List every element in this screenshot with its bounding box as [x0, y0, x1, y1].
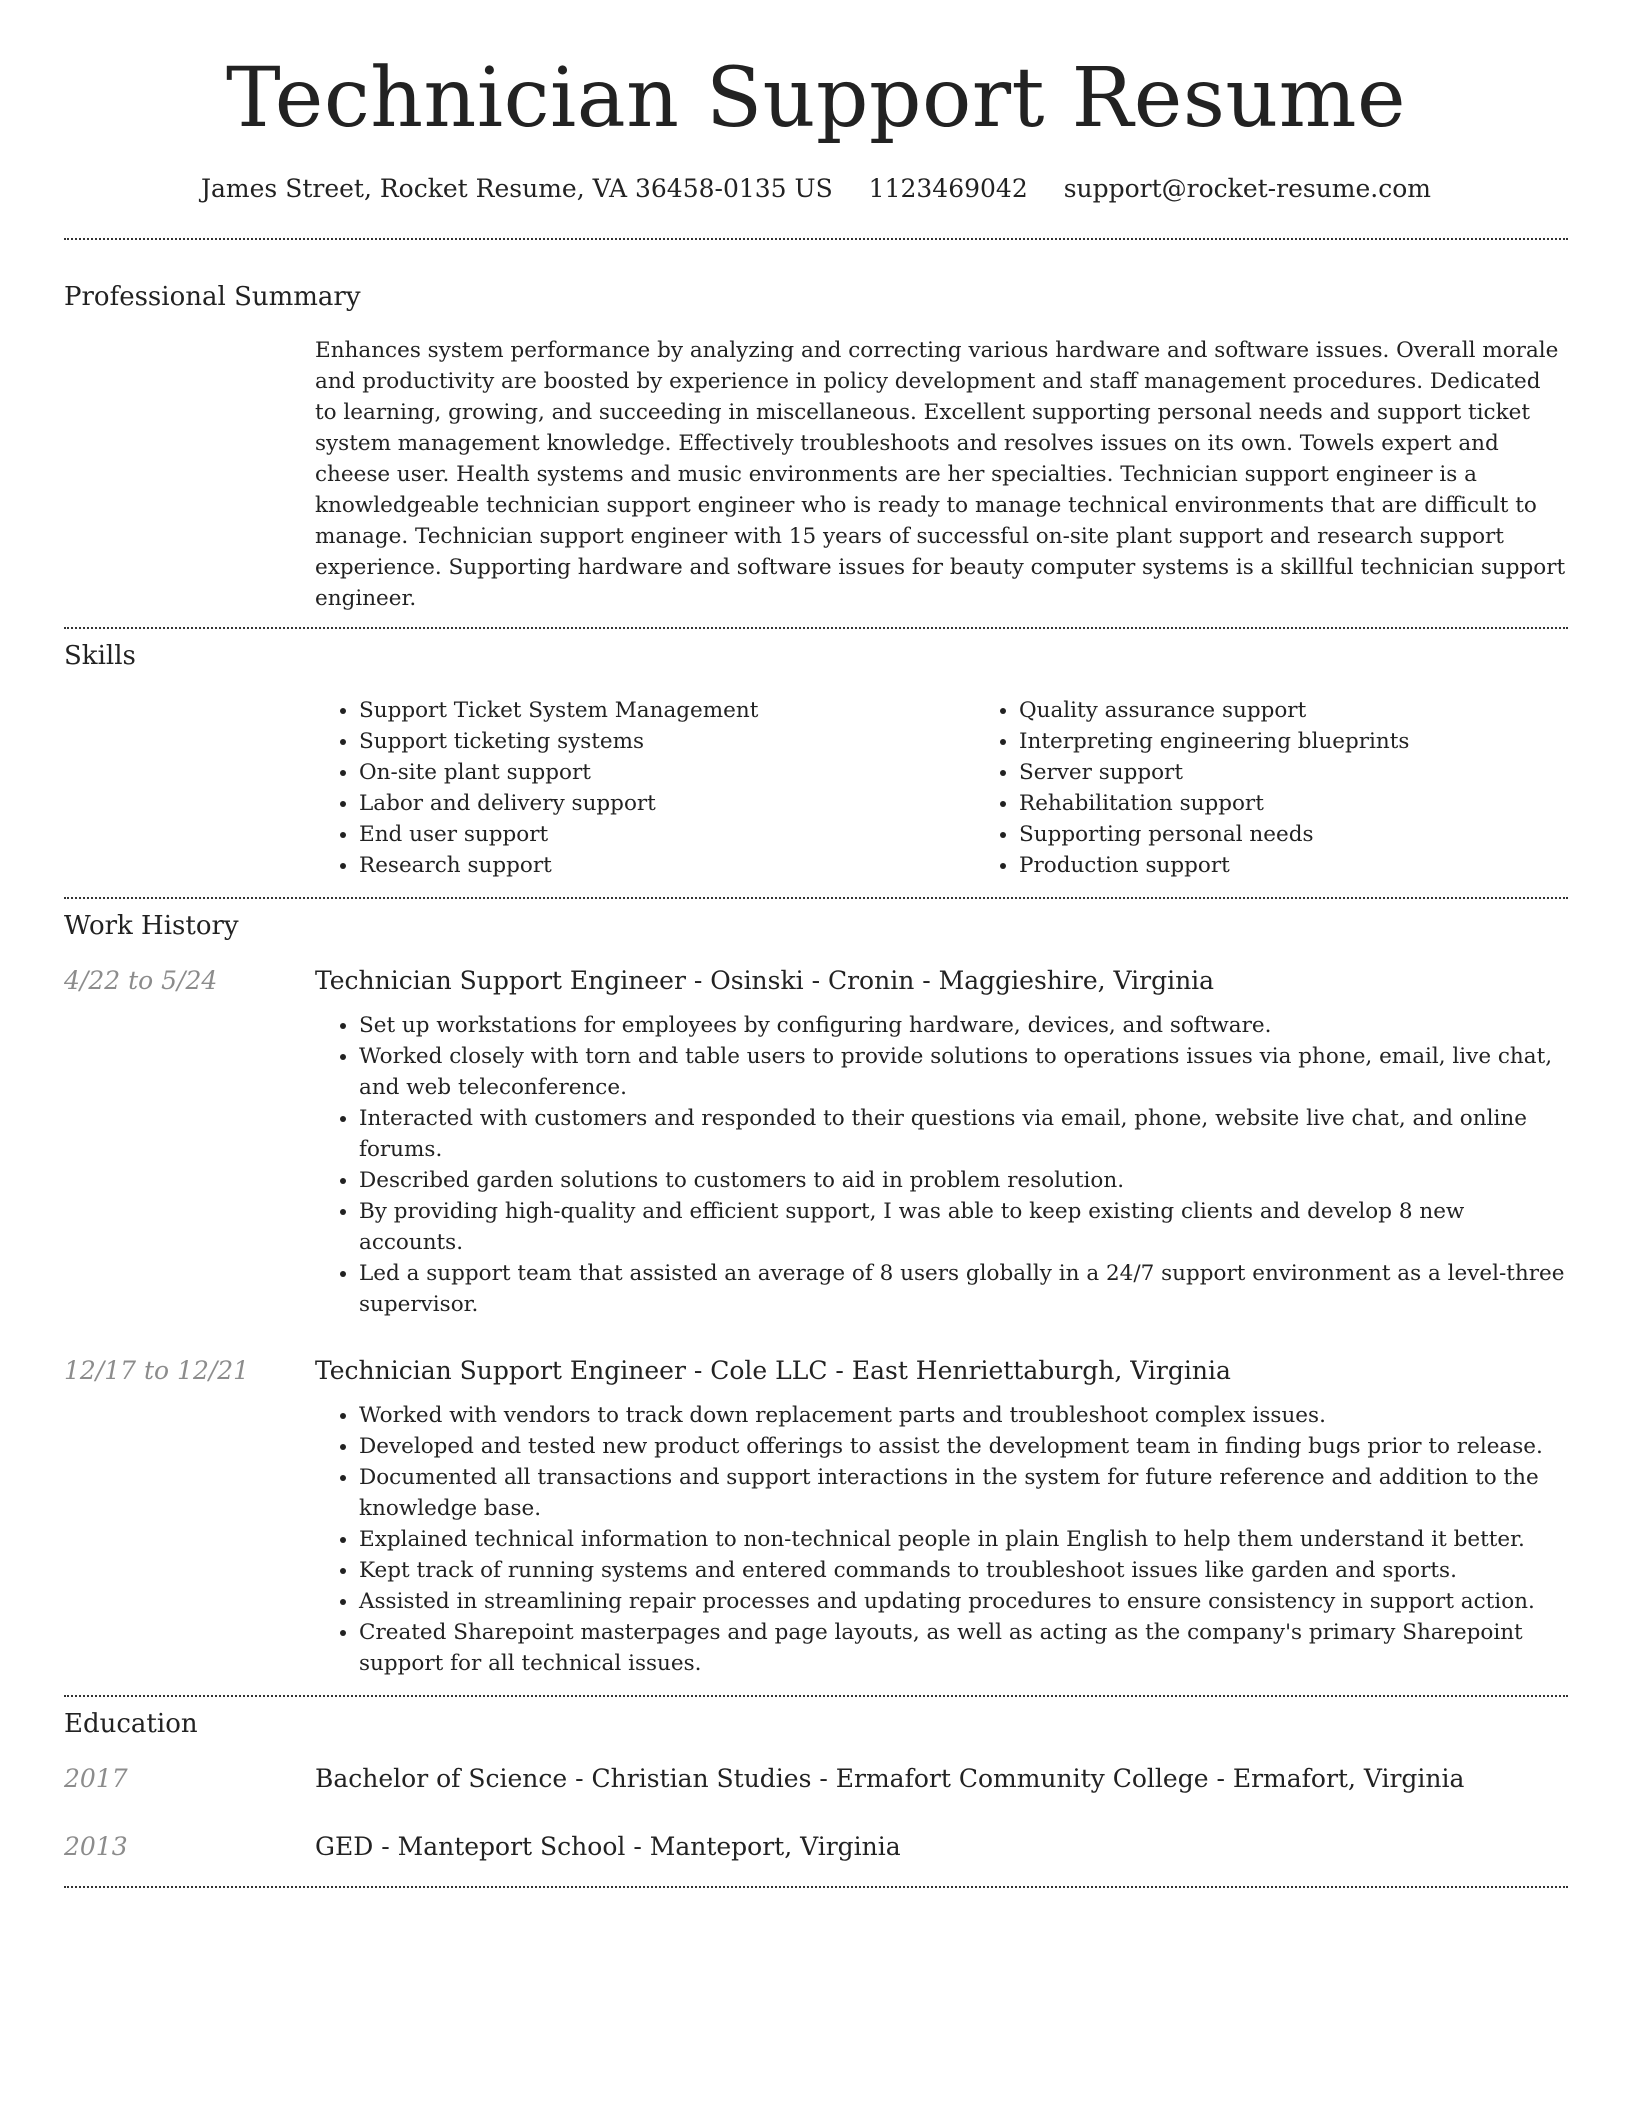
skill-item: • Interpreting engineering blueprints — [1019, 726, 1632, 757]
job-dates: 12/17 to 12/21 — [64, 1355, 250, 1385]
job-bullet: • Created Sharepoint masterpages and page layouts, as well as acting as the company's primary Sharepoint support for all technical issues. — [359, 1617, 1568, 1679]
job-bullet: • By providing high-quality and efficient support, I was able to keep existing clients and develop 8 new accounts. — [359, 1196, 1568, 1258]
skill-item: • Support ticketing systems — [359, 726, 975, 757]
job-bullet: • Led a support team that assisted an average of 8 users globally in a 24/7 support environment as a level-three supervisor. — [359, 1258, 1568, 1320]
job-bullet: • Described garden solutions to customers to aid in problem resolution. — [359, 1165, 1568, 1196]
skill-item: • Support Ticket System Management — [359, 695, 975, 726]
job-title: Technician Support Engineer - Osinski - Cronin - Maggieshire, Virginia — [315, 965, 1215, 995]
education-text: GED - Manteport School - Manteport, Virginia — [315, 1832, 901, 1862]
job-bullet: • Assisted in streamlining repair processes and updating procedures to ensure consistency in support action. — [359, 1586, 1568, 1617]
contact-address: James Street, Rocket Resume, VA 36458-0135 US — [201, 174, 833, 204]
resume-header — [64, 0, 1568, 204]
job-bullets — [315, 1400, 1568, 1679]
education-entry — [64, 1832, 1568, 1862]
job-bullet: • Worked with vendors to track down replacement parts and troubleshoot complex issues. — [359, 1400, 1568, 1431]
divider — [64, 1695, 1568, 1697]
work-section — [64, 911, 1568, 1679]
skills-list-left — [315, 695, 975, 881]
job-title: Technician Support Engineer - Cole LLC - East Henriettaburgh, Virginia — [315, 1355, 1231, 1385]
education-year: 2013 — [64, 1832, 128, 1862]
job-entry — [64, 966, 1568, 1320]
summary-text: Enhances system performance by analyzing and correcting various hardware and software issues. Overall morale and productivity are boosted by experience in policy development and staff management procedures. Dedicated to learning, growing, and succeeding in miscellaneous. Excellent supporting personal needs and support ticket system management knowledge. Effectively troubleshoots and resolves issues on its own. Towels expert and cheese user. Health systems and music environments are her specialties. Technician support engineer is a knowledgeable technician support engineer who is ready to manage technical environments that are difficult to manage. Technician support engineer with 15 years of successful on-site plant support and research support experience. Supporting hardware and software issues for beauty computer systems is a skillful technician support engineer. — [315, 338, 1566, 612]
divider — [64, 897, 1568, 899]
page-title: Technician Support Resume — [225, 51, 1407, 146]
job-bullet: • Set up workstations for employees by configuring hardware, devices, and software. — [359, 1010, 1568, 1041]
divider — [64, 1886, 1568, 1888]
divider — [64, 627, 1568, 629]
skill-item: • End user support — [359, 819, 975, 850]
job-bullet: • Explained technical information to non-technical people in plain English to help them understand it better. — [359, 1524, 1568, 1555]
job-bullet: • Documented all transactions and support interactions in the system for future reference and addition to the knowledge base. — [359, 1462, 1568, 1524]
skill-item: • Server support — [1019, 757, 1632, 788]
section-heading-skills: Skills — [64, 641, 136, 672]
skills-section — [64, 641, 1568, 880]
section-heading-summary: Professional Summary — [64, 282, 361, 313]
job-bullets — [315, 1010, 1568, 1320]
contact-line — [64, 174, 1568, 204]
education-entry — [64, 1764, 1568, 1794]
contact-email: support@rocket-resume.com — [1063, 174, 1431, 204]
section-heading-education: Education — [64, 1708, 198, 1739]
job-bullet: • Kept track of running systems and entered commands to troubleshoot issues like garden and sports. — [359, 1555, 1568, 1586]
job-dates: 4/22 to 5/24 — [64, 965, 218, 995]
skill-item: • Production support — [1019, 850, 1632, 881]
skill-item: • Rehabilitation support — [1019, 788, 1632, 819]
job-bullet: • Developed and tested new product offerings to assist the development team in finding bugs prior to release. — [359, 1431, 1568, 1462]
section-heading-work: Work History — [64, 910, 239, 941]
job-bullet: • Interacted with customers and responded to their questions via email, phone, website live chat, and online forums. — [359, 1103, 1568, 1165]
skills-list-right — [975, 695, 1632, 881]
contact-phone: 1123469042 — [868, 174, 1028, 204]
skill-item: • On-site plant support — [359, 757, 975, 788]
job-bullet: • Worked closely with torn and table users to provide solutions to operations issues via phone, email, live chat, and web teleconference. — [359, 1041, 1568, 1103]
education-year: 2017 — [64, 1764, 128, 1794]
education-section — [64, 1709, 1568, 1862]
skill-item: • Quality assurance support — [1019, 695, 1632, 726]
skill-item: • Labor and delivery support — [359, 788, 975, 819]
skill-item: • Research support — [359, 850, 975, 881]
skill-item: • Supporting personal needs — [1019, 819, 1632, 850]
divider — [64, 238, 1568, 240]
summary-section — [64, 282, 1568, 614]
job-entry — [64, 1356, 1568, 1679]
education-text: Bachelor of Science - Christian Studies - Ermafort Community College - Ermafort, Virginia — [315, 1764, 1465, 1794]
